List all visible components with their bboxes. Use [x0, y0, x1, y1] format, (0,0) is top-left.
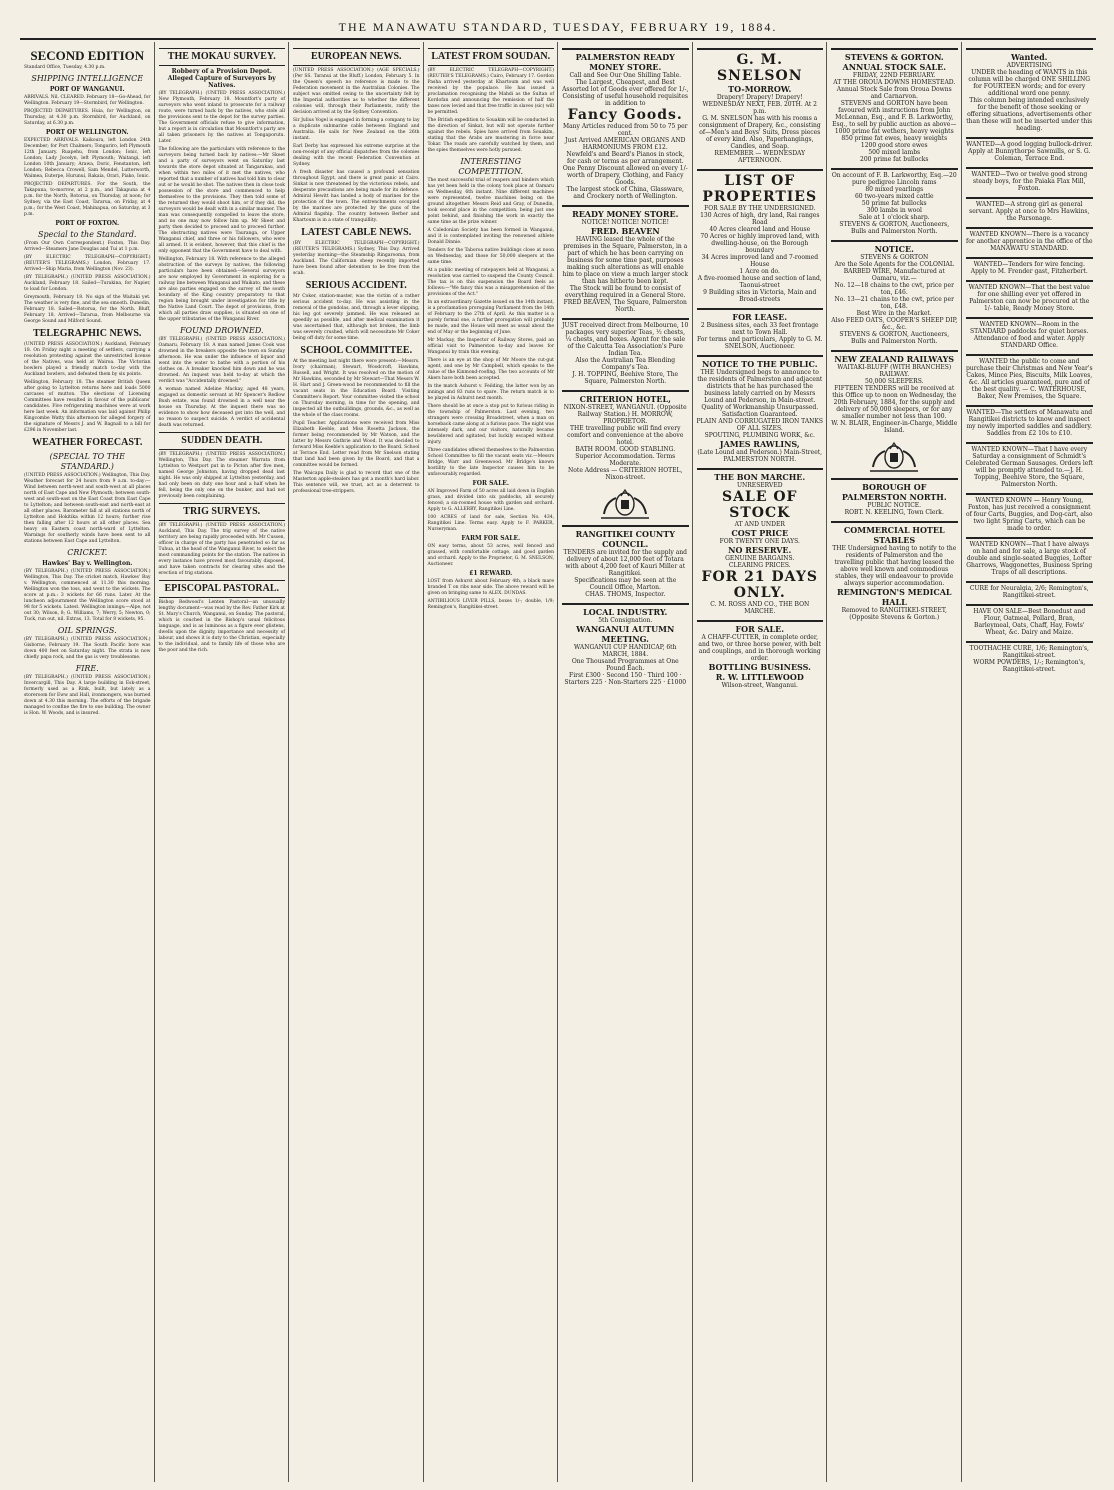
advertisement-line: FOR SALE BY THE UNDERSIGNED. — [704, 205, 816, 212]
advertisement-line: First £300 · Second 150 · Third 100 · Starters 225 · Non-Starters 225 · £1000 — [564, 672, 687, 686]
advertisement-line: CHAS. THOMS, Inspector. — [585, 591, 666, 598]
column-4 — [424, 42, 559, 1482]
advertisement-line: PLAIN AND CORRUGATED IRON TANKS OF ALL SIZES. — [696, 418, 823, 432]
advertisement-line: GENUINE BARGAINS. — [725, 555, 795, 562]
section-heading: THE MOKAU SURVEY. — [159, 48, 286, 66]
section-subheading: SHIPPING INTELLIGENCE — [31, 74, 144, 83]
article-paragraph: (BY TELEGRAPH.) (UNITED PRESS ASSOCIATION.) Wellington, This Day. The cricket match, Hawkes' Bay v. Wellington, commenced at 11.30 this morning. Wellington won the toss, and went to the wickets. The score at p.m.: 3 wickets for 66 runs. Later. At the luncheon adjournment the Wellington score stood at 98 for 5 wickets. Latest. Wellington innings:—Alpe, not out 30; Wilson, 8; G. Williams, 7; Werry, 5; Newton, 0; Tuck, run out, nil. Extras, 13. Total for 8 wickets, 95. — [24, 569, 151, 622]
advertisement-line: Specifications may be seen at the Council Office, Marton. — [574, 577, 677, 591]
advertisement-line: STEVENS & GORTON — [860, 254, 929, 261]
article-paragraph: Earl Derby has expressed his extreme surprise at the non-receipt of any official dispatches from the colonies dealing with the recent Federation Convention at Sydney. — [293, 144, 420, 167]
advertisement-line: Just Arrived AMERICAN ORGANS AND HARMONIUMS FROM £12. — [565, 137, 686, 151]
advertisement — [831, 521, 958, 623]
advertisement — [966, 257, 1094, 277]
advertisement-line: On account of F. B. Larkworthy, Esq.—20 pure pedigree Lincoln rams — [831, 172, 957, 186]
advertisement-line: Drapery! Drapery! Drapery! — [716, 94, 803, 101]
advertisement-line: NEW ZEALAND RAILWAYS — [834, 354, 955, 364]
advertisement-line: LOCAL INDUSTRY. — [583, 607, 668, 617]
column-3 — [289, 42, 424, 1482]
advertisement-line: NOTICE! NOTICE! NOTICE! — [581, 219, 670, 226]
advertisement-line: CURE for Neuralgia, 2/6; Remington's, Rangitikei-street. — [969, 585, 1089, 599]
section-heading: EPISCOPAL PASTORAL. — [159, 580, 286, 598]
advertisement — [966, 405, 1094, 439]
article-paragraph: At a public meeting of ratepayers held at Wanganui, a resolution was carried to suspend the County Council. The tax is on this suspension the Board feels as follows:—"We fancy this was a misapprehension of the provisions of the Act." — [427, 268, 554, 297]
advertisement-line: FIFTEEN TENDERS will be received at this Office up to noon on Wednesday, the 20th February, 1884, for the supply and delivery of 50,000 sleepers, or for any smaller number not less than 100. — [832, 385, 957, 420]
advertisement — [831, 478, 958, 518]
advertisement-line: NIXON-STREET, WANGANUI. (Opposite Railway Station.) H. MORROW, PROPRIETOR. — [563, 404, 687, 425]
advertisement-line: WANTED—Tenders for wire fencing. Apply to M. Frender gast, Fitzherbert. — [970, 261, 1088, 275]
article-paragraph: (UNITED PRESS ASSOCIATION.) Auckland, February 18. On Friday night a meeting of settlers, carrying a resolution protesting against the unrestricted license of the Natives, was held at Wairoa. The Victorian bowlers played a friendly match to-day with the Auckland bowlers, and defeated them by six points. — [24, 342, 151, 377]
advertisement — [966, 604, 1094, 638]
royal-arms-emblem-icon — [595, 486, 655, 522]
advertisement — [966, 493, 1094, 534]
advertisement — [697, 169, 824, 305]
advertisement-line: WANGANUI CUP HANDICAP, 6th MARCH, 1884. — [574, 644, 677, 658]
advertisement-line: JAMES RAWLINS, — [719, 439, 800, 449]
advertisement-line: 34 Acres improved land and 7-roomed House — [701, 254, 819, 268]
advertisement-line: WANTED KNOWN—There is a vacancy for another apprentice in the office of the MANAWATU STANDARD. — [965, 231, 1093, 252]
column-1 — [20, 42, 155, 1482]
advertisement-line: WANTED—A strong girl as general servant. Apply at once to Mrs Hawkins, the Parsonage. — [969, 201, 1090, 222]
advertisement-line: STEVENS and GORTON have been favoured with instructions from John McLennan, Esq., and F. B. Larkworthy, Esq., to sell by public auction as above— — [832, 100, 957, 128]
advertisement-line: G. M. SNELSON has with his rooms a consignment of Drapery, &c., consisting of—Men's and Boys' Suits, Dress pieces of every kind. Also, Paperhangings, Candles, and Soap. — [698, 115, 821, 150]
advertisement-line: 200 prime fat bullocks — [860, 156, 929, 163]
section-label: Hawkes' Bay v. Wellington. — [42, 560, 133, 567]
advertisement — [697, 48, 824, 166]
advertisement-line: One Penny Discount allowed on every 1/- worth of Drapery, Clothing, and Fancy Goods. — [562, 165, 688, 186]
advertisement-line: WANGANUI AUTUMN MEETING. — [576, 624, 675, 644]
advertisement-line: A CHAFF-CUTTER, in complete order, and two, or three horse power, with belt and couplings, and in thorough working order. — [698, 634, 822, 662]
article-paragraph: (BY TELEGRAPH.) (UNITED PRESS ASSOCIATION.) Auckland, February 18. Sailed—Turakina, for Napier, to load for London. — [24, 275, 151, 292]
advertisement-line: WANTED KNOWN—That the best value for one shilling ever yet offered in Palmerston can now be procured at the 1/- table, Ready Money Store. — [968, 284, 1090, 312]
article-paragraph: (BY TELEGRAPH.) (UNITED PRESS ASSOCIATION.) Oamaru, February 18. A man named James Cook was drowned in the breakers opposite the town on Sunday afternoon. He was under the influence of liquor and went into the water to bathe with a portion of his clothes on. A breaker knocked him down and he was drowned. An inquest was held to-day at which the verdict was "Accidentally drowned." — [158, 337, 285, 384]
article-paragraph: LOST from Ashurst about February 4th, a black mare branded T on ribs near side. The above reward will be given on bringing same to ALEX. DUNDAS. — [427, 579, 554, 596]
article-paragraph: ANTIBILIOUS LIVER PILLS, boxes 1/-; double, 1/9; Remington's, Rangitikei-street. — [427, 599, 554, 610]
advertisement-line: FOR SALE. — [735, 624, 785, 634]
advertisement — [966, 137, 1094, 164]
section-label: FOR SALE. — [472, 480, 509, 487]
advertisement-line: NOTICE TO THE PUBLIC. — [702, 359, 818, 369]
advertisement-line: UNDER the heading of WANTS in this column will be charged ONE SHILLING for FOURTEEN words; and for every additional word one penny. — [968, 69, 1091, 97]
article-paragraph: ON easy terms, about 53 acres, well fenced and grassed, with comfortable cottage, and good garden and orchard. Apply to the Proprietor, G. M. SNELSON, Auctioneer. — [427, 544, 554, 567]
advertisement-line: This column being intended exclusively for the benefit of those seeking or offering situations, advertisements other than these will not be inserted under this heading. — [966, 97, 1093, 132]
section-subheading: FOUND DROWNED. — [179, 326, 264, 335]
advertisement — [562, 603, 689, 688]
advertisement-line: THE travelling public will find every comfort and convenience at the above hotel. — [567, 425, 684, 446]
advertisement-line: 70 Acres or highly improved land, with dwelling-house, on the Borough boundary — [700, 233, 820, 254]
advertisement-line: BATH ROOM. GOOD STABLING. Superior Accommodation. Terms Moderate. — [575, 446, 676, 467]
advertisement-line: COST PRICE — [731, 528, 789, 538]
advertisement-line: RANGITIKEI COUNTY COUNCIL. — [575, 529, 675, 549]
advertisement-line: NOTICE. — [874, 244, 914, 254]
section-label: PORT OF FOXTON. — [55, 220, 120, 227]
section-heading: TELEGRAPHIC NEWS. — [33, 328, 142, 339]
article-paragraph: At the meeting last night there were present:—Messrs. Ivory (chairman), Stewart, Woodcroft, Hawkins, Russell, and Wright. It was resolved on the motion of Mr Hawkins, seconded by Mr Stewart—That Messrs W. H. Hart and J. Green-wood be recommended to fill the vacant seats in the Education Board. Visiting Committee's Report. Your committee visited the school on Thursday morning, in time for the opening, and inspected all the outbuildings, grounds, &c., as well as the whole of the class rooms. — [293, 359, 420, 418]
section-heading: WEATHER FORECAST. — [32, 437, 143, 448]
advertisement-line: 2 Business sites, each 33 feet frontage next to Town Hall. — [700, 322, 819, 336]
advertisement-line: UNRESERVED — [736, 482, 783, 489]
advertisement-line: THE Undersigned having to notify to the residents of Palmerston and the travelling public that having leased the above well known and commodious stables, they will endeavour to provide always superior accommodation. — [832, 545, 957, 587]
advertisement-line: 1200 good store ewes — [860, 142, 928, 149]
advertisement-line: NO RESERVE. — [728, 545, 792, 555]
article-paragraph: The most successful trial of reapers and binders which has yet been held in the colony took place at Oamaru on Wednesday, 6th instant. Nine different machines were represented, twelve machines being on the ground altogether. Messrs Reid and Gray, of Dunedin, took second place in the competition, being just one point behind, and finishing the work in exactly the same time as the prize winner. — [427, 178, 554, 225]
advertisement-line: HAVE ON SALE—Best Bonedust and Flour, Oatmeal, Pollard, Bran, Barleymeal, Oats, Chaff, Hay, Fowls' Wheat, &c. Dairy and Maize. — [973, 608, 1086, 636]
advertisement-line: 500 mixed lambs — [868, 149, 921, 156]
advertisement-line: R. W. LITTLEWOOD — [715, 672, 804, 682]
section-heading: SECOND EDITION — [30, 48, 145, 63]
advertisement-line: Wilson-street, Wanganui. — [721, 682, 798, 689]
advertisement — [697, 308, 824, 352]
article-paragraph: (BY ELECTRIC TELEGRAPH—COPYRIGHT.) (REUTER'S TELEGRAMS.) Cairo, February 17. Gordon Pasha arrived yesterday at Khartoum and was well received by the populace. He has issued a proclamation recognising the Mahdi as the Sultan of Kordofan and announcing the remission of half the taxes now levied and that free traffic in slaves (sic) will be permitted. — [427, 68, 554, 115]
article-paragraph: AN Improved Farm of 50 acres all laid down in English grass, and divided into six paddocks, all securely fenced; a six-roomed house with garden and orchard. Apply to G. ALLERBY, Rangitikei Line. — [427, 489, 554, 512]
section-heading: LATEST CABLE NEWS. — [301, 227, 412, 238]
advertisement-line: CRITERION HOTEL, — [579, 394, 671, 404]
advertisement — [966, 581, 1094, 601]
advertisement-line: Quality of Workmanship Unsurpassed. Satisfaction Guaranteed. — [701, 404, 819, 418]
advertisement-line: For terms and particulars, Apply to G. M. SNELSON, Auctioneer. — [696, 336, 823, 350]
advertisement — [966, 280, 1094, 314]
section-heading: SCHOOL COMMITTEE. — [300, 345, 413, 356]
advertisement-line: The Largest, Cheapest, and Best Assorted lot of Goods ever offered for 1/-, Consisting of useful household requisites in addition to — [562, 79, 689, 107]
advertisement-line: 50,000 SLEEPERS. — [865, 378, 924, 385]
masthead — [20, 20, 1096, 40]
advertisement — [697, 620, 824, 691]
article-paragraph: (UNITED PRESS ASSOCIATION.) (AGE SPECIALS.) (Per SS. Taranui at the Bluff.) London, February 5. In the Queen's speech no reference is made to the Federation movement in the Australian Colonies. The subject was omitted owing to the uncertainty felt by the Imperial authorities as to whether the different colonies will, through their Parliaments, ratify the decision arrived at by the Sydney Convention. — [293, 68, 420, 115]
advertisement-line: BOTTLING BUSINESS. — [708, 662, 811, 672]
advertisement-line: PUBLIC NOTICE. — [867, 502, 922, 509]
article-paragraph: Wellington, February 18. With reference to the alleged obstruction of the surveys by natives, the following particulars have been obtained:—Several surveyors are now employed by Government in exploring for a railway line between Wanganui and Waikato, and these are also parties engaged on the survey of the south boundary of the King country preparatory to that region being brought under investigation for title by the Native Land Court. The depot of provisions, from which all parties draw supplies, is situated on one of the upper tributaries of the Wanganui River. — [158, 257, 285, 322]
advertisement-line: Also FEED OATS, COOPER'S SHEEP DIP, &c., &c. — [831, 317, 958, 331]
article-paragraph: In the match Ashurst v. Feilding, the latter won by an innings and 83 runs to spare. The return match is to be played in Ashurst next month. — [427, 384, 554, 401]
article-paragraph: (BY TELEGRAPH.) (UNITED PRESS ASSOCIATION.) Wellington, This Day. The steamer Warrata from Lyttelton to Westport put in to Picton after five men, named George Johnston, having dropped dead last night. He was only shipped at Lyttelton yesterday, and had only been on duty one hour and a half when he fell, being the only one on the bunker, and had not previously been complaining. — [158, 452, 285, 499]
advertisement-line: WANTED KNOWN—Room in the STANDARD paddocks for quiet horses. Attendance of food and water. Apply STANDARD Office. — [969, 321, 1089, 349]
advertisement-line: TOOTHACHE CURE, 1/6; Remington's, Rangitikei-street. — [969, 645, 1089, 659]
article-paragraph: The Waicapu Daily is glad to record that one of the Masterton apple-stealers has got a month's hard labor. This sentence will, we trust, act as a deterrent to professional tree-strippers. — [293, 471, 420, 494]
advertisement-line: ANNUAL STOCK SALE. — [842, 62, 946, 72]
advertisement — [831, 48, 958, 165]
section-label: FARM FOR SALE. — [461, 535, 521, 542]
advertisement-line: WAITAKI-BLUFF (WITH BRANCHES) RAILWAY. — [837, 364, 952, 378]
advertisement-line: 60 two-years mixed cattle — [854, 193, 934, 200]
advertisement-line: Also the Australian Tea Blending Company's Tea. — [575, 357, 676, 371]
article-paragraph: (BY TELEGRAPH.) (UNITED PRESS ASSOCIATION.) Auckland, This Day. The trig survey of the native territory are being rapidly proceeded with. Mr Cussen, officer in charge of the party has penetrated so far as Tuhua, at the head of the Wanganui River, to select the most commanding points for the station. The natives in every instance have proved most favourably disposed, and have taken contracts for clearing sites and the erection of trig stations. — [158, 523, 285, 576]
advertisement-line: The largest stock of China, Glassware, and Crockery north of Wellington. — [566, 186, 684, 200]
advertisement — [562, 525, 689, 600]
advertisement-line: Best Wire in the Market. — [856, 310, 932, 317]
section-subheading: OIL SPRINGS. — [57, 626, 117, 635]
advertisement-line: No. 12—18 chains to the cwt, price per ton, £46. — [834, 282, 954, 296]
advertisement-line: FOR 21 DAYS ONLY. — [701, 569, 818, 601]
article-paragraph: Greymouth, February 18. No sign of the Waitaki yet. The weather is very fine, and the sea smooth. Dunedin, February 18. Sailed—Rotorua, for the North. Bluff, February 18. Arrived—Tararua, from Melbourne via George Sound and Milford Sound. — [24, 295, 151, 324]
newspaper-columns — [20, 42, 1096, 1482]
advertisement-line: SPOUTING, PLUMBING WORK, &c. — [704, 432, 815, 439]
advertisement — [966, 537, 1094, 578]
column-7 — [827, 42, 962, 1482]
section-subheading: (SPECIAL TO THE STANDARD.) — [49, 452, 125, 471]
advertisement-line: CLEARING PRICES. — [728, 562, 791, 569]
advertisement-line: (Late Lound and Pederson.) Main-Street, PALMERSTON NORTH. — [697, 449, 823, 463]
advertisement-line: REMINGTON'S MEDICAL HALL — [836, 587, 952, 607]
section-heading: EUROPEAN NEWS. — [293, 48, 420, 66]
advertisement-line: HAVING leased the whole of the premises in the Square, Palmerston, in a part of which he has been carrying on business for some time past, purposes making such alterations as will enable him to place on view a much larger stock than has hitherto been kept. — [562, 236, 689, 285]
advertisement — [966, 167, 1094, 194]
section-heading: LATEST FROM SOUDAN. — [428, 48, 555, 66]
article-paragraph: (BY TELEGRAPH.) (UNITED PRESS ASSOCIATION.) New Plymouth, February 18. Mountfort's party of surveyors who went inland to prosecute for a railway route, were turned back by the natives, who stole all the provisions sent to the depot for the survey parties. The Government officials refuse to give information, but a report is in circulation that Mountfort's party are all taken prisoners by the natives at Tongaporutu. Later. — [158, 91, 285, 144]
advertisement-line: WANTED KNOWN — Henry Young, Foxton, has just received a consignment of four Carts, Buggies, and Dog-cart, also two light Spring Carts, which can be made to order. — [965, 497, 1093, 532]
advertisement-line: COMMERCIAL HOTEL STABLES — [843, 525, 945, 545]
article-paragraph: (BY TELEGRAPH.) (UNITED PRESS ASSOCIATION.) Invercargill, This Day. A large building in Esk-street, formerly used as a Rink, built, but lately as a storeroom for Eww and Hall, ironmongers, was burned down at 4.30 this morning. The efforts of the brigade managed to confine the fire to one building. The owner is Hon. W. Woods, and is insured. — [24, 675, 151, 716]
section-subheading: INTERESTING COMPETITION. — [458, 157, 524, 176]
advertisement-line: AT THE OROUA DOWNS HOMESTEAD. — [833, 79, 956, 86]
advertisement-line: Note Address — CRITERION HOTEL, Nixon-street. — [568, 467, 683, 481]
advertisement-line: Wanted. — [1011, 52, 1048, 62]
advertisement-line: STEVENS & GORTON, Auctioneers, Bulls and Palmerston North. — [839, 221, 950, 235]
column-8 — [962, 42, 1097, 1482]
advertisement-line: FRED BEAVEN, The Square, Palmerston North. — [563, 299, 687, 313]
article-paragraph: Three candidates offered themselves to the Palmerston School Committee to fill the vacant seats viz.—Messrs Bridge, Warr and Greenwood. Mr Bridge's known hostility to the late Inspector causes him to be unfavourably regarded. — [427, 448, 554, 477]
advertisement-line: STEVENS & GORTON, Auctioneers, Bulls and Palmerston North. — [839, 331, 950, 345]
advertisement-line: 300 lambs in wool — [866, 207, 922, 214]
advertisement-line: 850 prime fat ewes, heavy weights — [841, 135, 948, 142]
advertisement-line: Annual Stock Sale from Oroua Downs and Carnarvon. — [836, 86, 952, 100]
advertisement — [697, 355, 824, 465]
advertisement-line: Removed to RANGITIKEI-STREET, (Opposite Stevens & Gorton.) — [841, 607, 947, 621]
advertisement-line: The Stock will be found to consist of everything required in a General Store. — [565, 285, 686, 299]
advertisement-line: AT AND UNDER — [734, 521, 785, 528]
advertisement-line: WANTED—The settlers of Manawatu and Rangitikei districts to know and inspect my newly imported saddles and saddlery. Saddles from £2 10s to £10. — [966, 409, 1093, 437]
advertisement-line: REMEMBER — WEDNESDAY AFTERNOON. — [714, 150, 806, 164]
article-paragraph: (From Our Own Correspondent.) Foxton, This Day. Arrived—Steamers Jane Douglas and Tui at 1 p.m. — [24, 241, 151, 252]
section-heading: SERIOUS ACCIDENT. — [305, 280, 407, 291]
article-paragraph: PROJECTED DEPARTURES. For the South, the Takapuna, to-morrow, at 2 p.m., and Takapuna at 4 p.m. for the North, Rotorua, on Thursday, at noon; for Sydney, via the East Coast, Tararua, on Friday, at 4 p.m.; for the West Coast, Mahinapua, on Saturday, at 3 p.m. — [24, 182, 151, 217]
advertisement — [966, 317, 1094, 351]
advertisement-line: THE BON MARCHE. — [714, 472, 806, 482]
advertisement-line: FRED. BEAVEN — [590, 226, 660, 236]
advertisement-line: No. 13—21 chains to the cwt, price per ton, £48. — [834, 296, 954, 310]
article-paragraph: Mr Mackay, the Inspector of Railway Stores, paid an official visit to Palmerston to-day and leaves for Wanganui by train this evening. — [427, 338, 554, 355]
section-label: Robbery of a Provision Depot. Alleged Capture of Surveyors by Natives. — [167, 68, 276, 89]
article-paragraph: In an extraordinary Gazette issued on the 14th instant, is a proclamation proroguing Parliament from the 14th of February to the 27th of April. As this matter is a purely formal one, a further prorogation will probably be made, and the House will meet as usual about the end of May or the beginning of June. — [427, 300, 554, 335]
advertisement — [831, 350, 958, 436]
advertisement-line: WANTED—A good logging bullock-driver. Apply at Bunnythorpe Sawmills, or S. G. Coleman, Terrace End. — [966, 141, 1093, 162]
advertisement-line: 40 Acres cleared land and House — [709, 226, 811, 233]
advertisement-line: C. M. ROSS AND CO., THE BON MARCHE. — [710, 601, 810, 615]
advertisement-line: TENDERS are invited for the supply and delivery of about 12,000 feet of Totara with about 4,200 feet of Kauri Miller at Rangitikei. — [563, 549, 688, 577]
advertisement — [562, 205, 689, 315]
advertisement — [966, 641, 1094, 675]
advertisement-line: 50 prime fat bullocks — [861, 200, 927, 207]
article-paragraph: (BY ELECTRIC TELEGRAPH—COPYRIGHT.) (REUTER'S TELEGRAMS.) London, February 17. Arrived—Ship Maria, from Wellington (Nov. 23). — [24, 255, 151, 272]
advertisement — [966, 227, 1094, 254]
advertisement-line: JUST received direct from Melbourne, 10 packages very superior Teas, ½ chests, ¼ chests, and boxes. Agent for the sale of the Calcutta Tea Association's Pure Indian Tea. — [562, 322, 689, 357]
advertisement — [966, 197, 1094, 224]
advertisement — [966, 354, 1094, 402]
advertisement-line: STEVENS & GORTON. — [844, 52, 944, 62]
masthead-title: THE MANAWATU STANDARD, TUESDAY, FEBRUARY 19, 1884. — [338, 20, 778, 34]
advertisement-line: Many Articles reduced from 50 to 75 per cent. — [562, 123, 688, 137]
advertisement-line: BOROUGH OF PALMERSTON NORTH. — [841, 482, 947, 502]
section-heading: TRIG SURVEYS. — [159, 503, 286, 521]
advertisement-line: Are the Sole Agents for the COLONIAL BARBED WIRE, Manufactured at Oamaru, viz.— — [834, 261, 954, 282]
advertisement-line: 5th Consignation. — [598, 617, 653, 624]
article-paragraph: Tenders for the Taboroa native buildings close at noon on Wednesday, and those for 50,000 sleepers at the same time. — [427, 248, 554, 265]
advertisement — [831, 168, 958, 237]
column-5 — [558, 42, 693, 1482]
section-heading: SUDDEN DEATH. — [159, 432, 286, 450]
article-paragraph: A Caledonian Society has been formed in Wanganui, and it is contemplated inviting the renowned athlete Donald Dinnie. — [427, 228, 554, 245]
advertisement-line: FRIDAY, 22ND FEBRUARY. — [852, 72, 936, 79]
advertisement-line: Call and See Our One Shilling Table. — [569, 72, 682, 79]
article-paragraph: Standard Office, Tuesday, 4.30 p.m. — [24, 65, 106, 70]
column-2 — [155, 42, 290, 1482]
article-paragraph: (BY ELECTRIC TELEGRAPH—COPYRIGHT.) (REUTER'S TELEGRAMS.) Sydney, This Day. Arrived yesterday morning—the Steamship Ringarooma, from Auckland. The Californian sheep recently imported have been found after detention to be free from the scab. — [293, 241, 420, 276]
advertisement-line: 80 mixed yearlings — [865, 186, 924, 193]
advertisement — [966, 48, 1094, 134]
article-paragraph: A fresh disaster has caused a profound sensation throughout Egypt, and there is great panic at Cairo. Sinkat is now threatened by the victorious rebels, and desperate precautions are being made for its defence. Admiral Hewitt has landed a body of marines for the protection of the town. The entrenchments occupied by the marines are protected by the guns of the Admiral flagship. The country between Berber and Khartoum is in a state of tranquillity. — [293, 170, 420, 223]
advertisement-line: W. N. BLAIR, Engineer-in-Charge, Middle Island. — [831, 420, 958, 434]
advertisement-line: Newfeld's and Beard's Pianos in stock, for cash or terms as per arrangement. — [566, 151, 685, 165]
advertisement-line: 9 Building sites in Victoria, Main and Broad-streets — [703, 289, 817, 303]
advertisement — [966, 442, 1094, 490]
advertisement-line: WANTED KNOWN—That I have every Saturday a consignment of Schmidt's Celebrated German Sausages. Orders left will be promptly attended to.—J. H. Topping, Beehive Store, the Square, Palmerston North. — [965, 446, 1093, 488]
advertisement-line: 1 Acre on do. — [739, 268, 780, 275]
advertisement — [831, 240, 958, 347]
article-paragraph: EXPECTED ARRIVALS. Kaikoura, left London 24th December; for Port Chalmers; Tongariro, left Plymouth 12th January. Ruapehu, from London; Ionic, left London; Lady Jocelyn, left Plymouth; Waitangi, left London 10th January; Arawa, Doric, Fenstanton, left London; Rebecca Crowell, Sam Mendel, Lutterworth, Waimea, Euterpe, Hurunui, Rakaia, Orari, Piako, Ionic. — [24, 138, 151, 179]
section-label: PORT OF WANGANUI. — [49, 86, 125, 93]
article-paragraph: PROJECTED DEPARTURES. Huia, for Wellington, on Thursday, at 4.30 p.m. Stormbird, for Auckland, on Saturday, at 6.30 p.m. — [24, 109, 151, 126]
advertisement-line: Sale at 1 o'clock sharp. — [858, 214, 930, 221]
article-paragraph: (BY TELEGRAPH.) (UNITED PRESS ASSOCIATION.) Gisborne, February 19. The South Pacific bore was down 400 feet on Saturday night. The strata is now chiefly papa rock, and the gas is very troublesome. — [24, 637, 151, 660]
article-paragraph: (UNITED PRESS ASSOCIATION.) Wellington, This Day. Weather forecast for 24 hours from 9 a.m. to-day:— Wind between north-west and south-west at all places north of East Cape and New Plymouth; between south-west and south-east on the East Coast from East Cape to Lyttelton; and between south-east and north-east at all other places. Barometer fall at all stations north of Lyttelton and Hokitika within 12 hours; further rise then falling after 12 hours at all other places. Sea heavy on Eastern coast north-ward of Lyttelton. Warnings for southerly winds have been sent to all stations between East Cape and Lyttelton. — [24, 473, 151, 544]
advertisement-line: WANTED KNOWN—That I have always on hand and for sale, a large stock of double and single-seated Buggies, Lofter Gharrows, Waggonettes, Business Spring Traps of all descriptions. — [966, 541, 1093, 576]
advertisement-line: THE Undersigned begs to announce to the residents of Palmerston and adjacent districts that he has purchased the business lately carried on by Messrs Lound and Pederson, in Main-street. — [697, 369, 823, 404]
advertisement — [697, 468, 824, 617]
section-subheading: Special to the Standard. — [38, 230, 137, 239]
advertisement-line: ADVERTISING — [1006, 62, 1052, 69]
advertisement-line: One Thousand Programmes at One Pound Each. — [571, 658, 679, 672]
article-paragraph: Wellington, February 18. The steamer British Queen after going to Lyttelton returns here and loads 5000 carcases of mutton. The elections of Licensing Committees have resulted in favour of the publicans' candidates. Five refrigerating machines were at work here last week. An information was laid against Philip Kingcombe Watty this afternoon for alleged forgery of the signature of Messrs J. and W. Bagnall to a bill for £296 in November last. — [24, 380, 151, 433]
advertisement-line: SALE OF STOCK — [722, 489, 798, 521]
advertisement-line: A five-roomed house and section of land, Taonui-street — [697, 275, 822, 289]
advertisement-line: G. M. SNELSON — [716, 52, 803, 84]
advertisement-line: PALMERSTON READY MONEY STORE. — [575, 52, 675, 72]
article-paragraph: There is an eye at the shop of Mr Moore the cut-gut agent, and one by Mr Campbell, which speaks to the value of the Kinmond-roofing. The two accounts of Mr Akers have both been accepted. — [427, 358, 554, 381]
article-paragraph: The following are the particulars with reference to the surveyors being turned back by natives:—Mr Skeet and a party of surveyors went on Saturday last towards the store depot situated at Tangarakau, and when within two miles of it met the natives, who reported that a number of natives had told him to clear out or he would be shot. The natives then in close took possession of the store and commenced to help themselves to the provisions. They then told some of the returned they would shoot him, or if they did, the surveyors would be dealt with in a similar manner. The man was consequently compelled to leave the store, and no one may now follow him up. Mr Skeet and party then decided to proceed and to proceed further. The obstructing natives were Tauranga, or Upper Wanganui chief, and three or his followers, who were all armed. It is evident, however, that this chief is the only opponent that the Government have to deal with. — [158, 147, 285, 254]
section-subheading: CRICKET. — [67, 548, 108, 557]
advertisement — [562, 390, 689, 483]
article-paragraph: There should be at once a stop put to furious riding in the township of Palmerston. Last evening, two strangers were crossing Broadstreet, when a man on horseback came along at a furious pace. The night was intensely dark, and our visitors, naturally became bewildered and agitated, but luckily escaped without injury. — [427, 404, 554, 445]
advertisement — [562, 48, 689, 202]
article-paragraph: Bishop Redwood's Lenten Pastoral—an unusually lengthy document—was read by the Rev. Father Kirk at St. Mary's Church, Wanganui, on Sunday. The pastoral, which is couched in the Bishop's usual felicitous language, and is as luminous as a figure ever glistens, dwells upon the dignity, importance and necessity of labour, and shows it is duty to the Christian, especially to the individual, and to family life of those who are the poor and the rich. — [158, 600, 285, 653]
article-paragraph: 100 ACRES of land for sale, Section No. 434, Rangitikei Line. Terms easy. Apply to F. PARKER, Nurseryman. — [427, 515, 554, 532]
advertisement — [562, 318, 689, 387]
advertisement-line: WORM POWDERS, 1/-; Remington's, Rangitikei-street. — [973, 659, 1086, 673]
column-6 — [693, 42, 828, 1482]
section-label: PORT OF WELLINGTON. — [45, 129, 129, 136]
royal-arms-emblem-icon — [864, 439, 924, 475]
advertisement-line: Fancy Goods. — [567, 107, 683, 123]
advertisement-line: ROBT. N. KEELING, Town Clerk. — [844, 509, 944, 516]
article-paragraph: ARRIVALS. Nil. CLEARED. February 18—Go-Ahead, for Wellington. February 19—Stormbird, for Wellington. — [24, 95, 151, 106]
advertisement-line: TO-MORROW. — [728, 84, 792, 94]
advertisement-line: 130 Acres of high, dry land, Rai ranges Road — [700, 212, 820, 226]
section-label: £1 REWARD. — [469, 570, 513, 577]
advertisement-line: LIST OF PROPERTIES — [702, 173, 818, 205]
advertisement-line: WANTED—Two or twelve good strong steady boys, for the Paiaka Flax Mill, Foxton. — [971, 171, 1088, 192]
article-paragraph: Pupil Teacher. Applications were received from Miss Elizabeth Keeble, and Miss Rosetta Jackson, the former being recommended by Mr Watson, and the latter by Messrs Guthrie and Wood. It was decided to forward Miss Keeble's application to the Board. School at Terrace End. Letter read from Mr Snelson stating that land had been given by the Board, and that a committee would be formed. — [293, 421, 420, 468]
advertisement-line: FOR LEASE. — [732, 312, 788, 322]
advertisement-line: FOR TWENTY ONE DAYS. — [719, 538, 800, 545]
article-paragraph: Mr Coker, station-master, was the victim of a rather serious accident to-day. He was assisting in the removal of the gondolas, and, through a lever slipping, his leg got severely jammed. He was released as speedily as possible, and after medical examination it was ascertained that, although not broken, the limb was severely crushed, which will necessitate Mr Coker being off duty for some time. — [293, 294, 420, 341]
section-subheading: FIRE. — [75, 664, 99, 673]
article-paragraph: Sir Julius Vogel is engaged in forming a company to lay a duplicate submarine cable between England and Australia. He sails for New Zealand on the 26th instant. — [293, 118, 420, 141]
article-paragraph: The British expedition to Souakim will be conducted in the direction of Sinkat, but will not operate further against the rebels. Spies have arrived from Souakim, stating that the Arabs are mustering in force near Tokar. The roads are carefully watched by them, and the spies themselves were hotly pursued. — [427, 118, 554, 153]
advertisement-line: WEDNESDAY NEXT, FEB. 20TH. At 2 p.m. — [702, 101, 817, 115]
advertisement-line: WANTED the public to come and purchase their Christmas and New Year's Cakes, Mince Pies, Biscuits, Milk Loaves, &c. All articles guaranteed, pure and of the best quality. — C. WATERHOUSE, Baker, New Premises, the Square. — [965, 358, 1093, 400]
article-paragraph: A woman named Adeline Mackay, aged 48 years, engaged as domestic servant at Mr Spencer's Redlow Bush estate, was found drowned in a well near the house on Thursday. At the inquest there was no evidence to show how deceased got into the well, and no reason to suspect suicide. A verdict of accidental death was returned. — [158, 387, 285, 428]
advertisement-line: 1000 prime fat wethers, heavy weights — [834, 128, 954, 135]
advertisement-line: READY MONEY STORE. — [572, 209, 679, 219]
advertisement-line: J. H. TOPPING, Beehive Store, The Square, Palmerston North. — [572, 371, 679, 385]
